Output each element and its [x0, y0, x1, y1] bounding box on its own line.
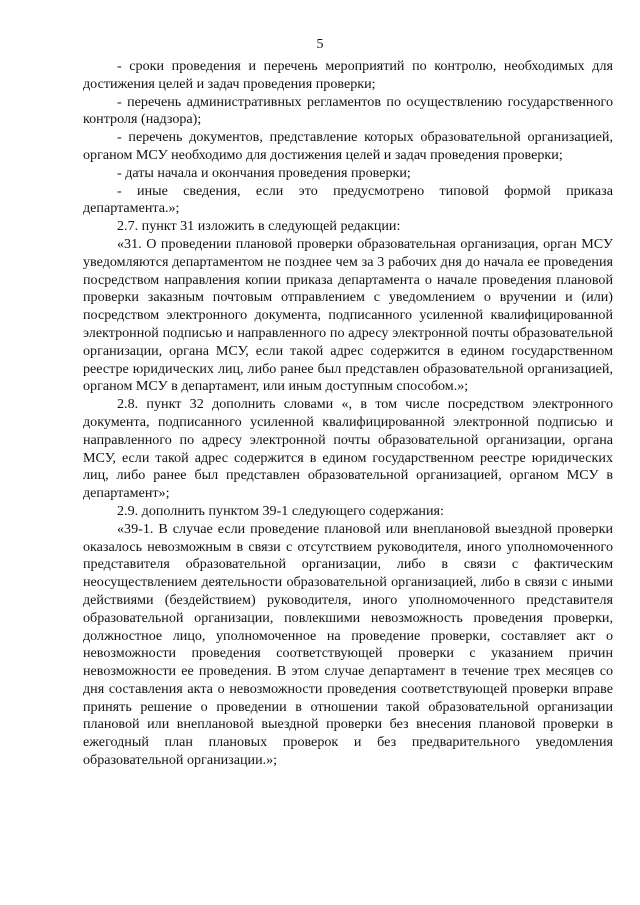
- clause-39-1-text: «39-1. В случае если проведение плановой или внеплановой выездной проверки оказалось невозможным в связи с отсутствием руководителя, иного уполномоченного представителя образовательной организации, либо в связи с фактическим неосуществлением деятельности образовательной организацией, либо в связи с иными действиями (бездействием) руководителя, иного уполномоченного представителя образовательной организации, повлекшими невозможность проведения проверки, должностное лицо, уполномоченное на проведение проверки, составляет акт о невозможности проведения соответствующей проверки с указанием причин невозможности ее проведения. В этом случае департамент в течение трех месяцев со дня составления акта о невозможности проведения соответствующей проверки вправе принять решение о проведении в отношении такой образовательной организации плановой или внеплановой выездной проверки без внесения плановой проверки в ежегодный план плановых проверок и без предварительного уведомления образовательной организации.»;: [83, 520, 613, 769]
- amendment-2-7-heading: 2.7. пункт 31 изложить в следующей редакции:: [117, 218, 401, 235]
- list-item-activities: - сроки проведения и перечень мероприятий по контролю, необходимых для достижения целей и задач проведения проверки;: [83, 58, 613, 92]
- amendment-2-8-text: 2.8. пункт 32 дополнить словами «, в том числе посредством электронного документа, подписанного усиленной квалифицированной электронной подписью и направленного по адресу электронной почты образовательной организации, органа МСУ, если такой адрес содержится в едином государственном реестре юридических лиц, либо ранее был представлен образовательной организацией, органом МСУ в департамент»;: [83, 396, 613, 502]
- document-body: [83, 58, 613, 770]
- list-item-other-info: - иные сведения, если это предусмотрено типовой формой приказа департамента.»;: [83, 182, 613, 217]
- list-item-documents: - перечень документов, представление которых образовательной организацией, органом МСУ необходимо для достижения целей и задач проведения проверки;: [83, 129, 613, 163]
- clause-31-text: «31. О проведении плановой проверки образовательная организация, орган МСУ уведомляются департаментом не позднее чем за 3 рабочих дня до начала ее проведения посредством направления копии приказа департамента о начале проведения плановой проверки заказным почтовым отправлением с уведомлением о вручении и (или) посредством электронного документа, подписанного усиленной квалифицированной электронной подписью и направленного по адресу электронной почты образовательной организации, органа МСУ, если такой адрес содержится в едином государственном реестре юридических лиц, либо ранее был представлен образовательной организацией, органом МСУ в департамент, или иным доступным способом.»;: [83, 235, 613, 395]
- amendment-2-9-heading: 2.9. дополнить пунктом 39-1 следующего содержания:: [117, 502, 444, 519]
- list-item-dates: - даты начала и окончания проведения проверки;: [117, 164, 411, 181]
- page-number: 5: [316, 37, 324, 52]
- list-item-regulations: - перечень административных регламентов по осуществлению государственного контроля (надзора);: [83, 93, 613, 128]
